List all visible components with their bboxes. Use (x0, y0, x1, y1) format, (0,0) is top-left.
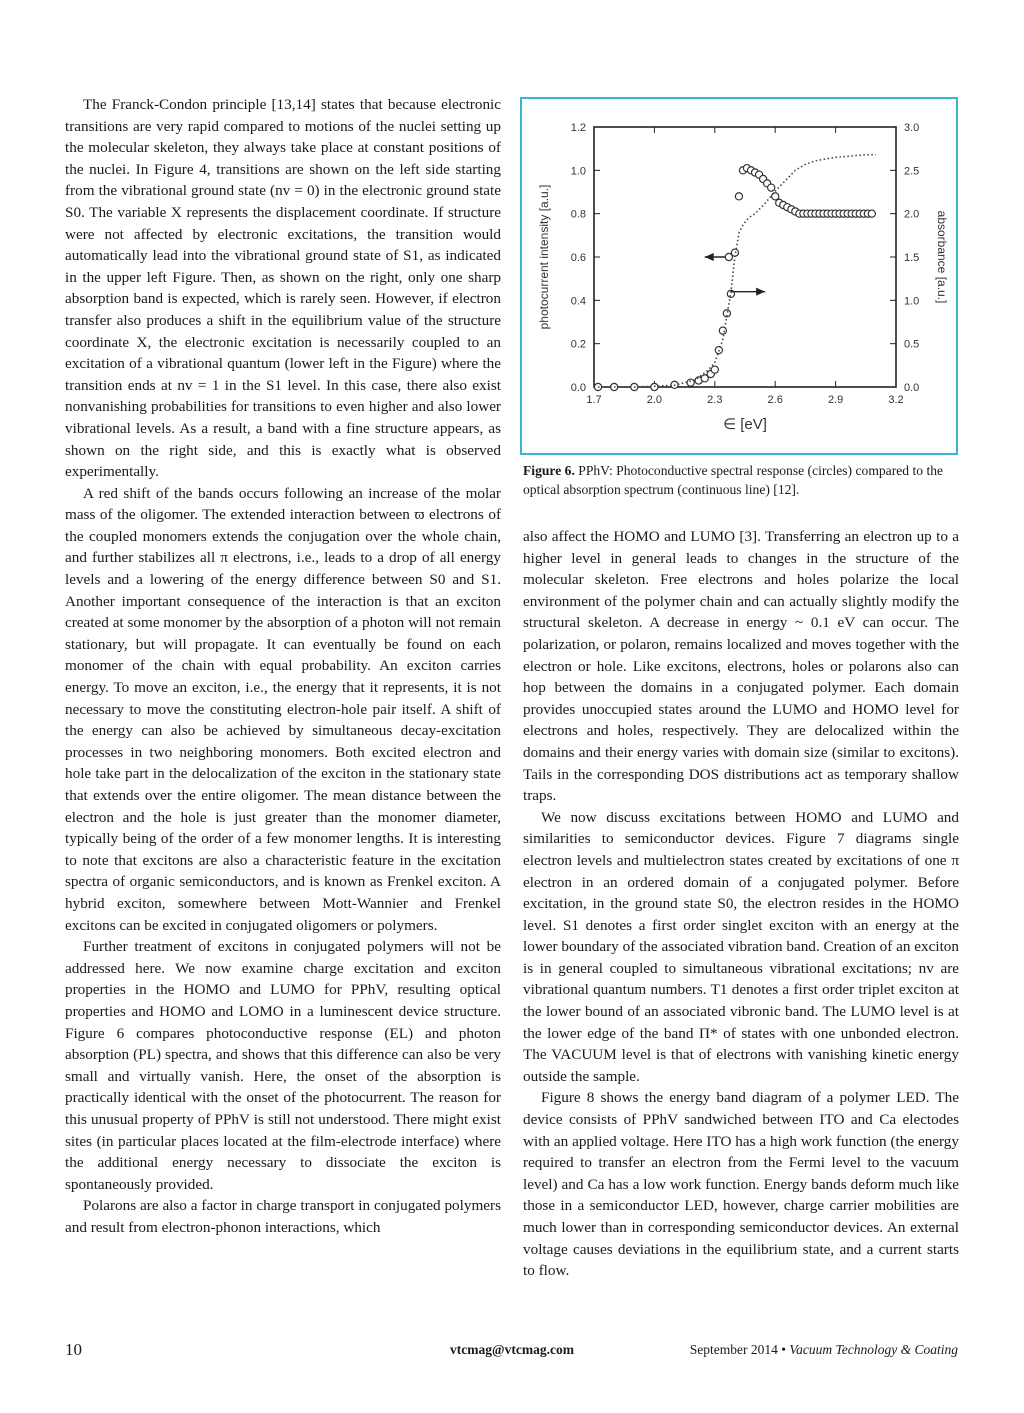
y2-tick-label: 1.0 (904, 295, 920, 308)
left-text-column (65, 94, 501, 1238)
photocurrent-point (711, 366, 718, 373)
issue-date: September 2014 (689, 1342, 778, 1357)
paragraph: Polarons are also a factor in charge transport in conjugated polymers and result from electron-phonon interactions, which (65, 1197, 501, 1236)
x-tick-label: 2.9 (827, 394, 844, 406)
y-tick-label: 0.8 (570, 208, 586, 221)
figure-6-chart (522, 99, 956, 453)
paragraph: The Franck-Condon principle [13,14] states that because electronic transitions are very rapid compared to motions of the nuclei setting up the molecular skeleton, they always take place at constant positions of the nuclei. In Figure 4, transitions are shown on the left side starting from the vibrational ground state (nv = 0) in the electronic ground state S0. The variable X represents the displacement coordinate. If structure were not affected by electronic excitations, the transition would automatically lead into the vibrational ground state of S1, as indicated in the upper left Figure. Then, as shown on the right, only one sharp absorption band is expected, which is rarely seen. However, if electron transfer also produces a shift in the equilibrium value of the structure coordinate X, the electronic excitation is necessarily coupled to an excitation of a vibrational quantum (lower left in the Figure) where the transition ends at nv = 1 in the S1 level. In this case, there also exist nonvanishing probabilities for transitions to even higher and also lower vibrational levels. As a result, a band with a fine structure appears, as shown on the right side, and this is exactly what is observed experimentally. (65, 96, 501, 481)
magazine-name: Vacuum Technology & Coating (789, 1342, 958, 1357)
photocurrent-point (868, 210, 875, 217)
caption-label: Figure 6. (523, 463, 575, 478)
paragraph: also affect the HOMO and LUMO [3]. Transferring an electron up to a higher level in general leads to changes in the structure of the molecular skeleton. Free electrons and holes polarize the local environment of the polymer chain and can actually slightly modify the structural skeleton. A decrease in energy ~ 0.1 eV can occur. The polarization, or polaron, remains localized and moves together with the electron or hole. Like excitons, electrons, holes or polarons also can hop between the domains in a conjugated polymer. Each domain provides unoccupied states around the LUMO and HOMO level for electrons and holes, respectively. They are delocalized within the domains and their energy varies with domain size (similar to excitons). Tails in the corresponding DOS distributions act as temporary shallow traps. (523, 528, 959, 805)
y-tick-label: 0.0 (570, 382, 586, 394)
paragraph: Figure 8 shows the energy band diagram of a polymer LED. The device consists of PPhV sandwiched between ITO and Ca electodes with an applied voltage. Here ITO has a high work function (the energy required to transfer an electron from the Fermi level to the vacuum level) and Ca has a low work function. Energy bands deform much like those in a semiconductor LED, however, charge carrier mobilities are much lower than in corresponding semiconductor devices. An external voltage causes deviations in the equilibrium state, and a current starts to flow. (523, 1089, 959, 1280)
right-text-column (523, 526, 959, 1282)
y2-tick-label: 1.5 (904, 252, 920, 264)
y2-tick-label: 0.0 (904, 382, 920, 394)
paragraph: We now discuss excitations between HOMO and LUMO and similarities to semiconductor devices. Figure 7 diagrams single electron levels and multielectron states created by excitations of one π electron in an ordered domain of a conjugated polymer. Before excitation, in the ground state S0, the electron resides in the HOMO level. S1 denotes a first order singlet exciton with an energy at the lower boundary of the associated vibration band. Creation of an exciton is in general coupled to simultaneous vibrational excitations; nv are vibrational quantum numbers. T1 denotes a first order triplet exciton at the lower bound of an associated vibronic band. The LUMO level is at the lower edge of the band Π* of states with one unbonded electron. The VACUUM level is that of electrons with vanishing kinetic energy outside the sample. (523, 808, 959, 1085)
paragraph: Further treatment of excitons in conjugated polymers will not be addressed here. We now examine charge excitation and exciton properties in the HOMO and LUMO for PPhV, resulting optical properties and HOMO and LOMO in a luminescent device structure. Figure 6 compares photoconductive response (EL) and photon absorption (PL) spectra, and shows that this difference can also be very small and virtually vanish. Here, the onset of the absorption is practically identical with the onset of the photocurrent. The reason for this unusual property of PPhV is still not understood. There might exist sites (in particular places located at the film-electrode interface) where the additional energy necessary to dissociate the exciton is spontaneously provided. (65, 938, 501, 1193)
y2-tick-label: 2.0 (904, 208, 920, 221)
arrow-right-head (756, 288, 765, 296)
y2-axis-title: absorbance [a.u.] (935, 210, 949, 304)
photocurrent-point (651, 383, 658, 390)
arrow-tail-circle (725, 253, 732, 260)
y-tick-label: 0.2 (570, 338, 586, 351)
paragraph: A red shift of the bands occurs following an increase of the molar mass of the oligomer. The extended interaction between ϖ electrons of the coupled monomers extends the conjugation over the whole chain, and further stabilizes all π electrons, i.e., leads to a drop of all energy levels and a lowering of the energy difference between S0 and S1. Another important consequence of the interaction is that an exciton created at some monomer by the absorption of a photon will not remain stationary, but will propagate. It can eventually be found on each monomer of the chain with equal probability. An exciton carries energy. To move an exciton, i.e., the energy that it represents, it is not necessary to move the constituting electron-hole pair itself. A shift of the energy can also be achieved by simultaneous decay-excitation processes in two neighboring monomers. Both excited electron and hole take part in the delocalization of the exciton in the stationary state that extends over the entire oligomer. The mean distance between the electron and the hole is just greater than the monomer diameter, typically being of the order of a few monomer lengths. It is interesting to note that excitons are also a characteristic feature in the excitation spectra of organic semiconductors, and is known as Frenkel exciton. A hybrid exciton, somewhere between Mott-Wannier and Frenkel excitons can be excited in conjugated oligomers or polymers. (65, 484, 501, 934)
y-tick-label: 0.6 (570, 252, 586, 264)
photocurrent-point (768, 184, 775, 191)
figure-6-frame (520, 97, 958, 455)
y-tick-label: 1.0 (570, 165, 586, 178)
x-tick-label: 2.6 (767, 394, 783, 406)
figure-6-caption (523, 461, 963, 499)
arrow-left-head (705, 253, 714, 261)
y2-tick-label: 0.5 (904, 338, 920, 351)
footer-email[interactable]: vtcmag@vtcmag.com (450, 1342, 574, 1357)
caption-text: PPhV: Photoconductive spectral response (circles) compared to the optical absorption spectrum (continuous line) [12]. (523, 463, 944, 497)
x-tick-label: 1.7 (586, 394, 602, 406)
page-number: 10 (65, 1340, 82, 1359)
y-tick-label: 0.4 (570, 295, 586, 308)
footer-issue (690, 1342, 958, 1364)
y2-tick-label: 3.0 (904, 122, 920, 134)
x-tick-label: 2.3 (707, 394, 723, 406)
y-tick-label: 1.2 (570, 122, 586, 134)
x-tick-label: 2.0 (646, 394, 663, 406)
photocurrent-point (735, 193, 742, 200)
photocurrent-point (687, 379, 694, 386)
footer-bullet: • (781, 1342, 786, 1357)
y-axis-title: photocurrent intensity [a.u.] (537, 184, 551, 330)
y2-tick-label: 2.5 (904, 165, 920, 178)
x-tick-label: 3.2 (888, 394, 904, 406)
absorbance-line (598, 155, 876, 387)
x-axis-title: ∈ [eV] (723, 416, 767, 433)
